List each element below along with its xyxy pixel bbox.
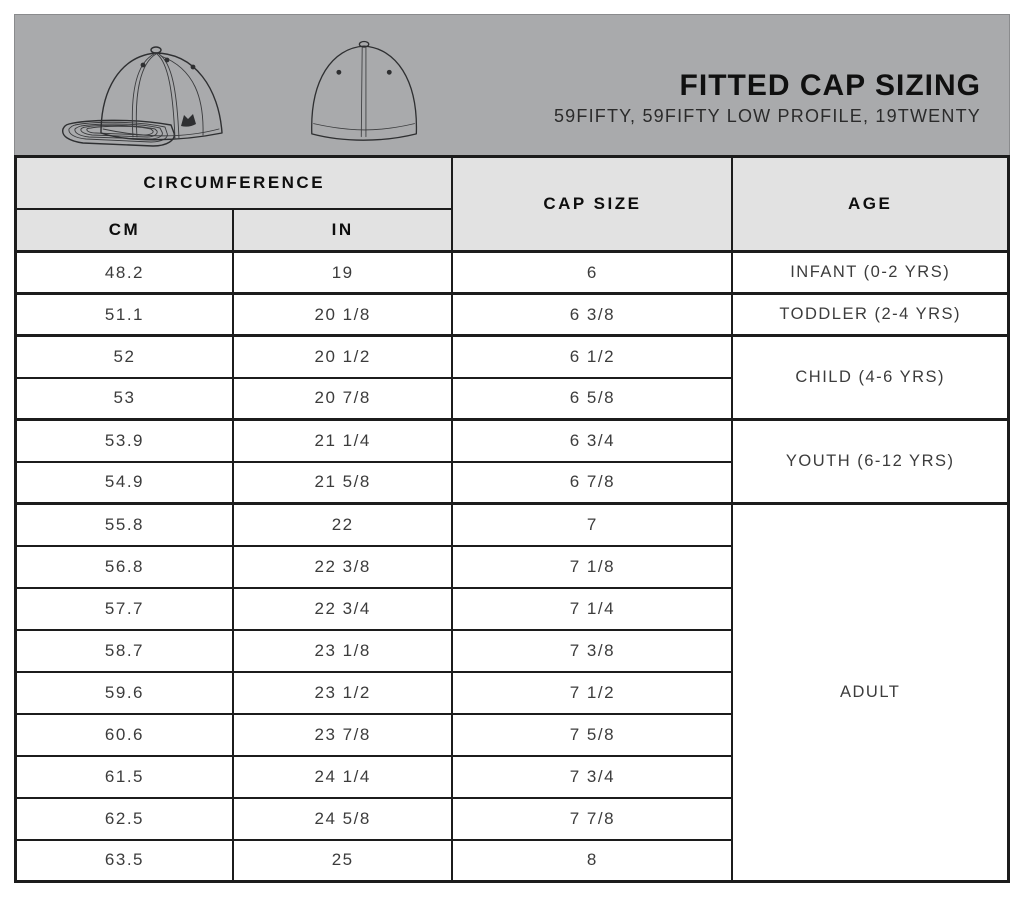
- cell-cm: 60.6: [16, 714, 233, 756]
- cell-cap-size: 7 3/4: [452, 756, 732, 798]
- cell-cap-size: 6: [452, 252, 732, 294]
- brand-flag-logo-icon: [181, 114, 196, 127]
- cell-age-infant: INFANT (0-2 YRS): [732, 252, 1008, 294]
- column-header-circumference: CIRCUMFERENCE: [16, 157, 453, 209]
- page-subtitle: 59FIFTY, 59FIFTY LOW PROFILE, 19TWENTY: [553, 106, 981, 126]
- cell-cm: 61.5: [16, 756, 233, 798]
- cell-cm: 54.9: [16, 462, 233, 504]
- cell-age-adult: ADULT: [732, 504, 1008, 882]
- cell-cap-size: 8: [452, 840, 732, 882]
- sizing-table: [14, 155, 1010, 883]
- banner-titles: [554, 69, 981, 155]
- banner: [14, 14, 1010, 155]
- cap-side-view-icon: [45, 29, 277, 151]
- cell-cap-size: 7 5/8: [452, 714, 732, 756]
- cell-in: 22 3/4: [233, 588, 452, 630]
- cell-age-child: CHILD (4-6 YRS): [732, 336, 1008, 420]
- cell-cm: 58.7: [16, 630, 233, 672]
- table-row: [16, 504, 1009, 546]
- cell-in: 21 5/8: [233, 462, 452, 504]
- cell-age-youth: YOUTH (6-12 YRS): [732, 420, 1008, 504]
- cell-in: 24 1/4: [233, 756, 452, 798]
- cell-in: 23 1/2: [233, 672, 452, 714]
- column-header-age: AGE: [732, 157, 1008, 252]
- table-row: [16, 294, 1009, 336]
- cell-in: 23 7/8: [233, 714, 452, 756]
- cell-age-toddler: TODDLER (2-4 YRS): [732, 294, 1008, 336]
- cell-in: 23 1/8: [233, 630, 452, 672]
- cell-in: 24 5/8: [233, 798, 452, 840]
- cell-cm: 56.8: [16, 546, 233, 588]
- cell-in: 20 1/2: [233, 336, 452, 378]
- column-header-cm: CM: [16, 209, 233, 252]
- cell-cm: 59.6: [16, 672, 233, 714]
- column-header-cap-size: CAP SIZE: [452, 157, 732, 252]
- cell-cm: 62.5: [16, 798, 233, 840]
- table-row: [16, 336, 1009, 378]
- page: [14, 14, 1010, 890]
- cell-cm: 57.7: [16, 588, 233, 630]
- cell-cm: 51.1: [16, 294, 233, 336]
- cell-cm: 55.8: [16, 504, 233, 546]
- cell-cap-size: 6 5/8: [452, 378, 732, 420]
- cap-illustrations: [45, 15, 435, 155]
- cell-in: 25: [233, 840, 452, 882]
- cell-cap-size: 6 3/4: [452, 420, 732, 462]
- cell-cm: 63.5: [16, 840, 233, 882]
- table-row: [16, 252, 1009, 294]
- cell-cm: 48.2: [16, 252, 233, 294]
- table-row: [16, 420, 1009, 462]
- cell-cm: 53: [16, 378, 233, 420]
- cell-in: 20 7/8: [233, 378, 452, 420]
- cell-in: 19: [233, 252, 452, 294]
- cell-in: 22: [233, 504, 452, 546]
- cell-cap-size: 6 1/2: [452, 336, 732, 378]
- cell-cm: 53.9: [16, 420, 233, 462]
- column-header-in: IN: [233, 209, 452, 252]
- cap-back-view-icon: [295, 29, 435, 151]
- cell-cap-size: 7 3/8: [452, 630, 732, 672]
- cell-cm: 52: [16, 336, 233, 378]
- cell-in: 22 3/8: [233, 546, 452, 588]
- cell-cap-size: 7 1/4: [452, 588, 732, 630]
- cell-cap-size: 7 7/8: [452, 798, 732, 840]
- cell-in: 20 1/8: [233, 294, 452, 336]
- cell-cap-size: 7: [452, 504, 732, 546]
- cell-cap-size: 7 1/8: [452, 546, 732, 588]
- cell-cap-size: 7 1/2: [452, 672, 732, 714]
- cell-cap-size: 6 3/8: [452, 294, 732, 336]
- page-title: FITTED CAP SIZING: [679, 69, 981, 102]
- cell-in: 21 1/4: [233, 420, 452, 462]
- cell-cap-size: 6 7/8: [452, 462, 732, 504]
